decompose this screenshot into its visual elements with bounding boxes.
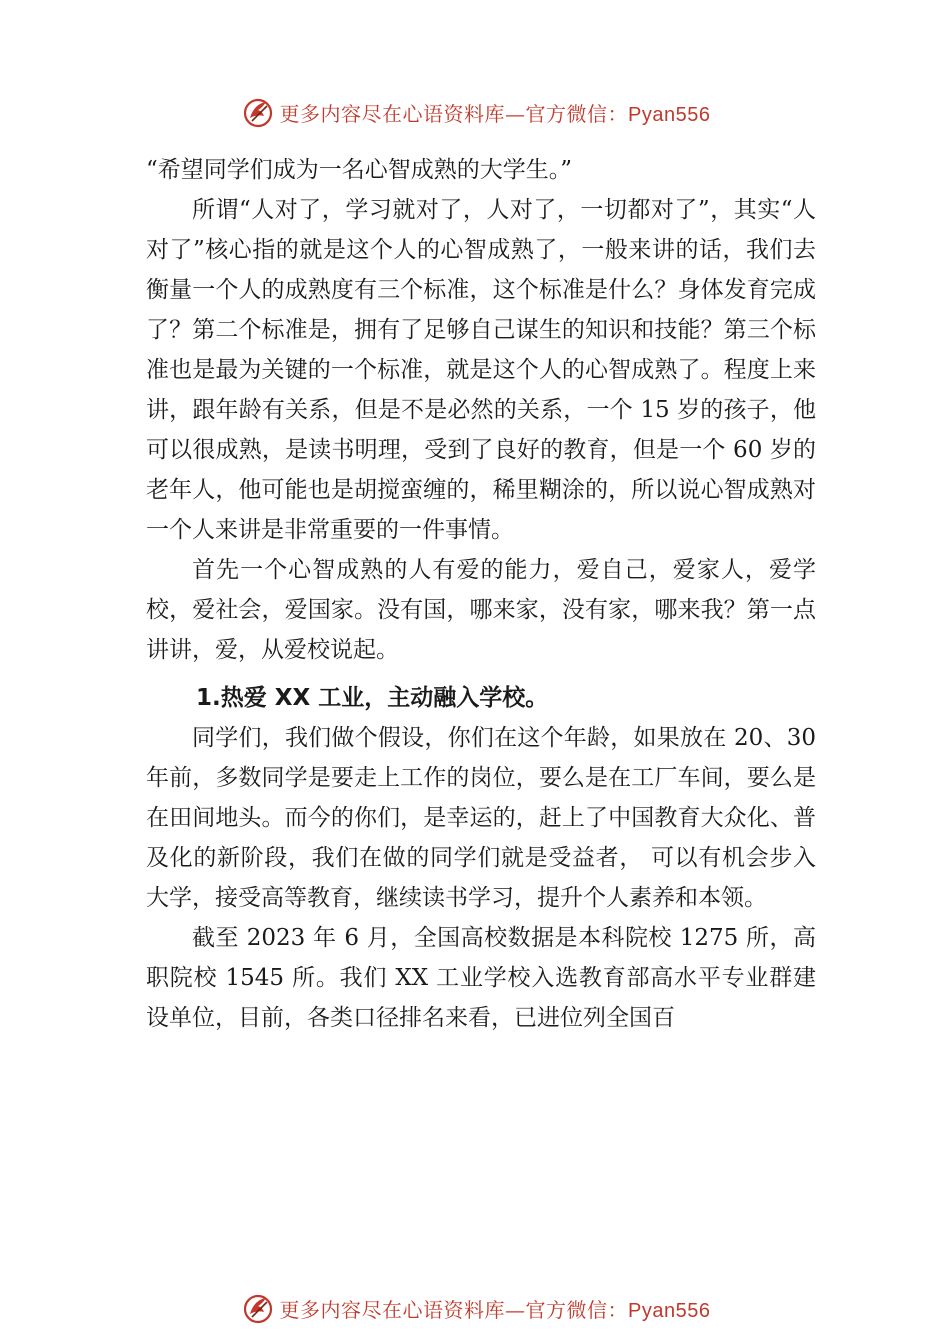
paragraph: 所谓“人对了，学习就对了，人对了，一切都对了”，其实“人对了”核心指的就是这个人的心智成熟了，一般来讲的话，我们去衡量一个人的成熟度有三个标准，这个标准是什么？身体发育完成了？第二个标准是，拥有了足够自己谋生的知识和技能？第三个标准也是最为关键的一个标准，就是这个人的心智成熟了。程度上来讲，跟年龄有关系，但是不是必然的关系，一个 15 岁的孩子，他可以很成熟，是读书明理，受到了良好的教育，但是一个 60 岁的老年人，他可能也是胡搅蛮缠的，稀里糊涂的，所以说心智成熟对一个人来讲是非常重要的一件事情。 — [146, 197, 816, 543]
banner-text — [280, 1294, 711, 1323]
banner-wechat-id: Pyan556 — [628, 1299, 711, 1322]
paragraph: “希望同学们成为一名心智成熟的大学生。” — [146, 157, 573, 183]
brand-logo-icon — [240, 94, 276, 130]
header-banner — [0, 92, 950, 132]
footer-banner — [0, 1288, 950, 1328]
banner-text — [280, 98, 711, 127]
banner-label: 更多内容尽在心语资料库—官方微信： — [279, 101, 629, 126]
section-heading: 1.热爱 XX 工业，主动融入学校。 — [196, 685, 549, 711]
brand-logo-icon — [240, 1290, 276, 1326]
paragraph: 截至 2023 年 6 月，全国高校数据是本科院校 1275 所，高职院校 1545 所。我们 XX 工业学校入选教育部高水平专业群建设单位，目前，各类口径排名来看，已进位列全国百 — [146, 925, 816, 1031]
paragraph: 首先一个心智成熟的人有爱的能力，爱自己，爱家人，爱学校，爱社会，爱国家。没有国，哪来家，没有家，哪来我？第一点讲讲，爱，从爱校说起。 — [146, 557, 816, 663]
paragraph: 同学们，我们做个假设，你们在这个年龄，如果放在 20、30 年前，多数同学是要走上工作的岗位，要么是在工厂车间，要么是在田间地头。而今的你们，是幸运的，赶上了中国教育大众化、普及化的新阶段，我们在做的同学们就是受益者， 可以有机会步入大学，接受高等教育，继续读书学习，提升个人素养和本领。 — [146, 725, 816, 911]
document-body — [146, 150, 816, 1038]
banner-label: 更多内容尽在心语资料库—官方微信： — [279, 1297, 629, 1322]
banner-wechat-id: Pyan556 — [628, 103, 711, 126]
